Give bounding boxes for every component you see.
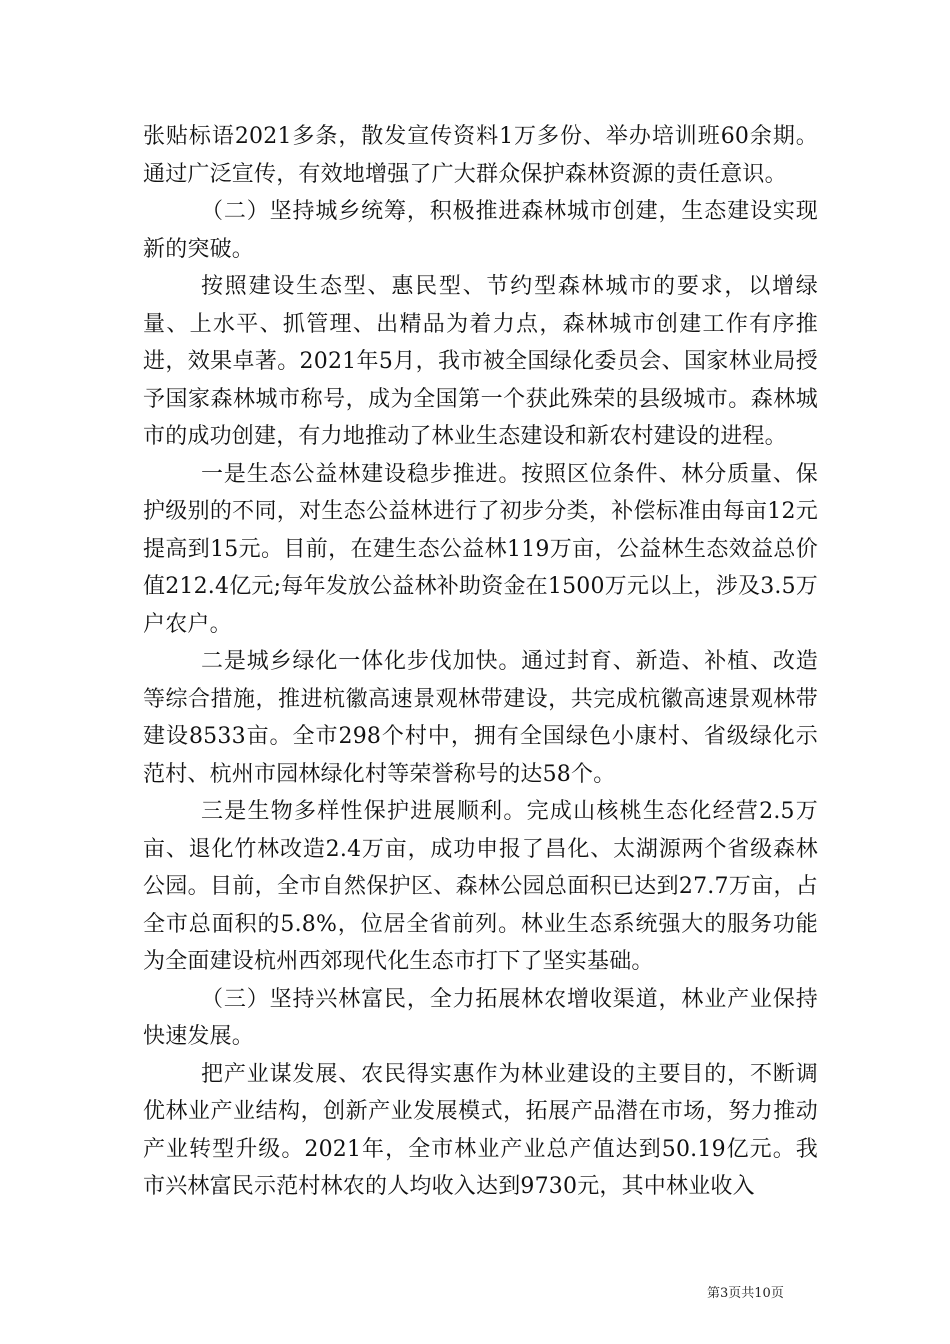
page-number: 第3页共10页 [707,1286,784,1301]
paragraph-urban-rural-greening: 二是城乡绿化一体化步伐加快。通过封育、新造、补植、改造等综合措施，推进杭徽高速景观林带建设，共完成杭徽高速景观林带建设8533亩。全市298个村中，拥有全国绿色小康村、省级绿化示范村、杭州市园林绿化村等荣誉称号的达58个。 [143,649,818,787]
paragraph-forestry-industry: 把产业谋发展、农民得实惠作为林业建设的主要目的，不断调优林业产业结构，创新产业发展模式，拓展产品潜在市场，努力推动产业转型升级。2021年，全市林业产业总产值达到50.19亿元。我市兴林富民示范村林农的人均收入达到9730元，其中林业收入 [143,1061,818,1199]
paragraph-forest-city: 按照建设生态型、惠民型、节约型森林城市的要求，以增绿量、上水平、抓管理、出精品为着力点，森林城市创建工作有序推进，效果卓著。2021年5月，我市被全国绿化委员会、国家林业局授予国家森林城市称号，成为全国第一个获此殊荣的县级城市。森林城市的成功创建，有力地推动了林业生态建设和新农村建设的进程。 [143,274,818,449]
paragraph-biodiversity: 三是生物多样性保护进展顺利。完成山核桃生态化经营2.5万亩、退化竹林改造2.4万亩，成功申报了昌化、太湖源两个省级森林公园。目前，全市自然保护区、森林公园总面积已达到27.7万亩，占全市总面积的5.8%，位居全省前列。林业生态系统强大的服务功能为全面建设杭州西郊现代化生态市打下了坚实基础。 [143,799,818,974]
body-text [143,118,818,1206]
paragraph-continuation: 张贴标语2021多条，散发宣传资料1万多份、举办培训班60余期。通过广泛宣传，有效地增强了广大群众保护森林资源的责任意识。 [143,124,818,187]
section-heading-3: （三）坚持兴林富民，全力拓展林农增收渠道，林业产业保持快速发展。 [143,986,818,1049]
paragraph-public-welfare-forest: 一是生态公益林建设稳步推进。按照区位条件、林分质量、保护级别的不同，对生态公益林进行了初步分类，补偿标准由每亩12元提高到15元。目前，在建生态公益林119万亩，公益林生态效益总价值212.4亿元;每年发放公益林补助资金在1500万元以上，涉及3.5万户农户。 [143,461,818,637]
section-heading-2: （二）坚持城乡统筹，积极推进森林城市创建，生态建设实现新的突破。 [143,199,818,262]
